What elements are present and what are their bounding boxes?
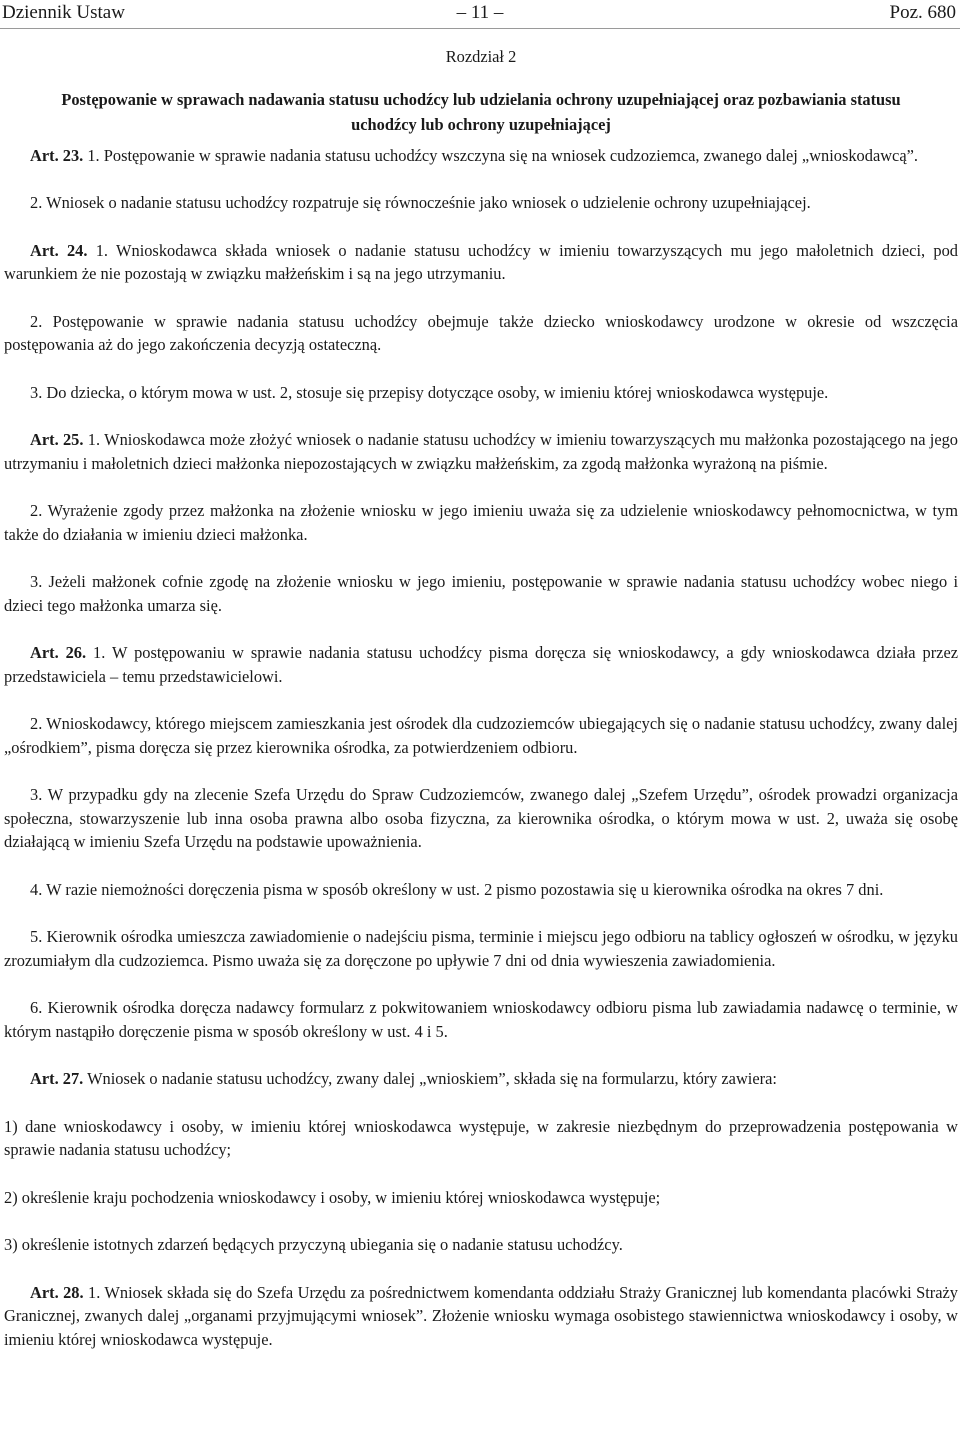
paragraph-text: 2. Wyrażenie zgody przez małżonka na złożenie wniosku w jego imieniu uważa się za udzielenie wnioskodawcy pełnomocnictwa, w tym także do działania w imieniu dzieci małżonka. [4, 501, 958, 544]
paragraph [4, 428, 958, 475]
article-number: Art. 24. [30, 240, 88, 260]
paragraph [4, 239, 958, 286]
paragraph [4, 878, 958, 902]
list-item: 1) dane wnioskodawcy i osoby, w imieniu której wnioskodawca występuje, w zakresie niezbędnym do przeprowadzenia postępowania w sprawie nadania statusu uchodźcy; [4, 1116, 958, 1159]
page-number: – 11 – [456, 2, 504, 23]
paragraph-text: 3. Jeżeli małżonek cofnie zgodę na złożenie wniosku w jego imieniu, postępowanie w sprawie nadania statusu uchodźcy wobec niego i dzieci tego małżonka umarza się. [4, 572, 958, 615]
article-number: Art. 25. [30, 430, 84, 449]
enumerated-list [4, 1115, 958, 1257]
paragraph [4, 570, 958, 617]
paragraph-text: 2. Wnioskodawcy, którego miejscem zamieszkania jest ośrodek dla cudzoziemców ubiegających się o nadanie statusu uchodźcy, zwany dalej „ośrodkiem”, pisma doręcza się przez kierownika ośrodka, za potwierdzeniem odbioru. [4, 714, 958, 757]
paragraph [4, 712, 958, 759]
paragraph [4, 191, 958, 215]
paragraph [4, 310, 958, 357]
paragraph-list [4, 144, 958, 1091]
position-number: Poz. 680 [889, 2, 956, 23]
paragraph-text: 2. Wniosek o nadanie statusu uchodźcy rozpatruje się równocześnie jako wniosek o udzielenie ochrony uzupełniającej. [30, 193, 811, 212]
paragraph-text: 6. Kierownik ośrodka doręcza nadawcy formularz z pokwitowaniem wnioskodawcy odbioru pisma lub zawiadamia nadawcę o terminie, w którym nastąpiło doręczenie pisma w sposób określony w ust. 4 i 5. [4, 998, 958, 1041]
journal-name: Dziennik Ustaw [2, 2, 125, 23]
paragraph-text: 1. Wnioskodawca składa wniosek o nadanie statusu uchodźcy w imieniu towarzyszących mu jego małoletnich dzieci, pod warunkiem że nie pozostają w związku małżeńskim i są na jego utrzymaniu. [4, 240, 958, 283]
paragraph [4, 925, 958, 972]
paragraph-text: 5. Kierownik ośrodka umieszcza zawiadomienie o nadejściu pisma, terminie i miejscu jego odbioru na tablicy ogłoszeń w ośrodku, w języku zrozumiałym dla cudzoziemca. Pismo uważa się za doręczone po upływie 7 dni od dnia wywieszenia zawiadomienia. [4, 927, 958, 970]
paragraph-text: 3. W przypadku gdy na zlecenie Szefa Urzędu do Spraw Cudzoziemców, zwanego dalej „Szefem Urzędu”, ośrodek prowadzi organizacja społeczna, stowarzyszenie lub inna osoba prawna albo osoba fizyczna, za kierownika ośrodka, o którym mowa w ust. 2, uważa się osobę działającą w imieniu Szefa Urzędu na podstawie upoważnienia. [4, 785, 958, 851]
list-item: 2) określenie kraju pochodzenia wnioskodawcy i osoby, w imieniu której wnioskodawca występuje; [4, 1187, 661, 1207]
paragraph [4, 641, 958, 688]
chapter-title: Postępowanie w sprawach nadawania statusu uchodźcy lub udzielania ochrony uzupełniającej oraz pozbawiania statusu uchodźcy lub ochrony uzupełniającej [61, 89, 901, 134]
article-number: Art. 28. [30, 1282, 84, 1302]
article-number: Art. 27. [30, 1069, 84, 1088]
paragraph [4, 1281, 958, 1352]
paragraph-text: 1. Wnioskodawca może złożyć wniosek o nadanie statusu uchodźcy w imieniu towarzyszących mu małżonka pozostającego na jego utrzymaniu i małoletnich dzieci małżonka niepozostających w związku małżeńskim, za zgodą małżonka wyrażoną na piśmie. [4, 430, 958, 473]
page-header [0, 0, 960, 30]
paragraph-text: 1. Wniosek składa się do Szefa Urzędu za pośrednictwem komendanta oddziału Straży Granicznej lub komendanta placówki Straży Granicznej, zwanych dalej „organami przyjmującymi wniosek”. Złożenie wniosku wymaga osobistego stawiennictwa wnioskodawcy i osoby, w imieniu której wnioskodawca występuje. [4, 1282, 958, 1349]
paragraph [4, 783, 958, 854]
paragraph-text: 3. Do dziecka, o którym mowa w ust. 2, stosuje się przepisy dotyczące osoby, w imieniu której wnioskodawca występuje. [30, 382, 829, 402]
header-divider [0, 28, 960, 29]
paragraph-text: Wniosek o nadanie statusu uchodźcy, zwany dalej „wnioskiem”, składa się na formularzu, który zawiera: [83, 1069, 777, 1088]
document-body [4, 45, 958, 1351]
paragraph-text: 1. W postępowaniu w sprawie nadania statusu uchodźcy pisma doręcza się wnioskodawcy, a gdy wnioskodawca działa przez przedstawiciela – temu przedstawicielowi. [4, 643, 958, 686]
paragraph [4, 499, 958, 546]
list-item: 3) określenie istotnych zdarzeń będących przyczyną ubiegania się o nadanie statusu uchodźcy. [4, 1235, 623, 1254]
paragraph [4, 381, 958, 405]
article-number: Art. 26. [30, 643, 87, 662]
paragraph [4, 1067, 958, 1091]
paragraph [4, 996, 958, 1043]
paragraph-text: 2. Postępowanie w sprawie nadania statusu uchodźcy obejmuje także dziecko wnioskodawcy urodzone w okresie od wszczęcia postępowania aż do jego zakończenia decyzją ostateczną. [4, 311, 958, 354]
article-number: Art. 23. [30, 145, 84, 165]
paragraph [4, 144, 958, 168]
paragraph-text: 1. Postępowanie w sprawie nadania statusu uchodźcy wszczyna się na wniosek cudzoziemca, zwanego dalej „wnioskodawcą”. [83, 145, 918, 165]
chapter-label: Rozdział 2 [445, 47, 517, 66]
paragraph-text: 4. W razie niemożności doręczenia pisma w sposób określony w ust. 2 pismo pozostawia się u kierownika ośrodka na okres 7 dni. [30, 879, 884, 899]
